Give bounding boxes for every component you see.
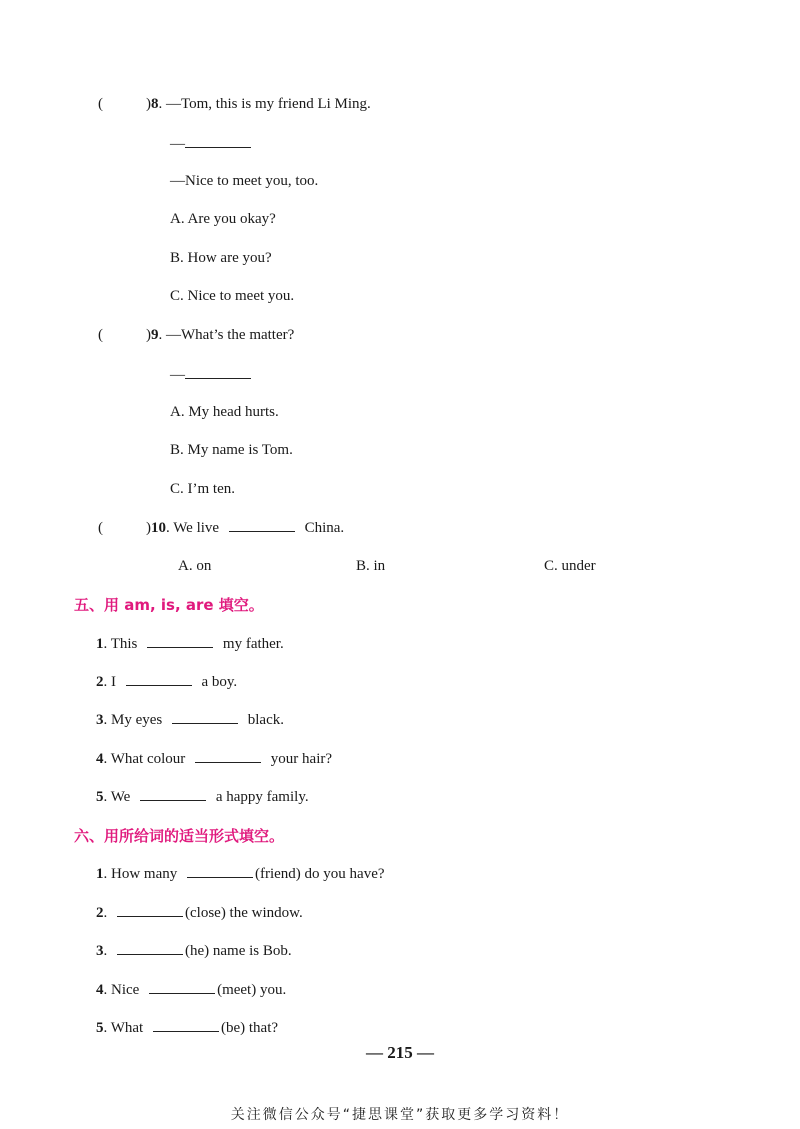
option-a: A. on [178, 558, 212, 574]
section-5-item-1: 1. This my father. [96, 633, 284, 654]
answer-blank[interactable] [147, 633, 213, 648]
option-b: B. How are you? [170, 250, 272, 266]
section-6-item-4: 4. Nice (meet) you. [96, 979, 286, 1000]
section-6-item-1: 1. How many (friend) do you have? [96, 863, 385, 884]
question-number: 8 [151, 96, 159, 112]
section-5-heading: 五、用 am, is, are 填空。 [74, 596, 264, 614]
question-stem: . —Tom, this is my friend Li Ming. [158, 96, 371, 112]
section-6-item-5: 5. What (be) that? [96, 1017, 278, 1038]
question-9-blank-line[interactable]: — [170, 364, 251, 385]
question-stem: . We live [166, 520, 220, 536]
section-5-item-2: 2. I a boy. [96, 671, 237, 692]
question-stem: . —What’s the matter? [158, 327, 295, 343]
section-6-item-3: 3. (he) name is Bob. [96, 940, 292, 961]
section-5-item-4: 4. What colour your hair? [96, 748, 332, 769]
answer-paren[interactable]: ( [98, 96, 103, 112]
answer-blank[interactable] [117, 940, 183, 955]
question-number: 9 [151, 327, 159, 343]
answer-blank[interactable] [140, 786, 206, 801]
answer-paren[interactable]: ( [98, 327, 103, 343]
section-5-item-3: 3. My eyes black. [96, 709, 284, 730]
answer-blank[interactable] [117, 902, 183, 917]
answer-blank[interactable] [126, 671, 192, 686]
section-6-heading: 六、用所给词的适当形式填空。 [74, 827, 285, 845]
question-number: 10 [151, 520, 166, 536]
answer-blank[interactable] [153, 1017, 219, 1032]
answer-paren[interactable]: ( [98, 520, 103, 536]
option-a: A. Are you okay? [170, 211, 276, 227]
option-b: B. My name is Tom. [170, 442, 293, 458]
answer-blank[interactable] [195, 748, 261, 763]
footer-note: 关注微信公众号“捷思课堂”获取更多学习资料！ [230, 1107, 570, 1123]
answer-blank[interactable] [185, 364, 251, 379]
answer-blank[interactable] [172, 709, 238, 724]
option-a: A. My head hurts. [170, 404, 279, 420]
option-b: B. in [356, 558, 386, 574]
section-5-item-5: 5. We a happy family. [96, 786, 309, 807]
section-6-item-2: 2. (close) the window. [96, 902, 303, 923]
answer-blank[interactable] [187, 863, 253, 878]
question-10: ( )10. We live China. [98, 517, 344, 538]
question-9: ( )9. —What’s the matter? [98, 327, 295, 343]
answer-blank[interactable] [149, 979, 215, 994]
answer-blank[interactable] [185, 133, 251, 148]
page-number: — 215 — [366, 1043, 434, 1062]
answer-blank[interactable] [229, 517, 295, 532]
option-c: C. I’m ten. [170, 481, 235, 497]
question-8-blank-line[interactable]: — [170, 133, 251, 154]
question-8: ( )8. —Tom, this is my friend Li Ming. [98, 96, 371, 112]
option-c: C. under [544, 558, 596, 574]
question-8-reply: —Nice to meet you, too. [170, 173, 319, 189]
option-c: C. Nice to meet you. [170, 288, 295, 304]
